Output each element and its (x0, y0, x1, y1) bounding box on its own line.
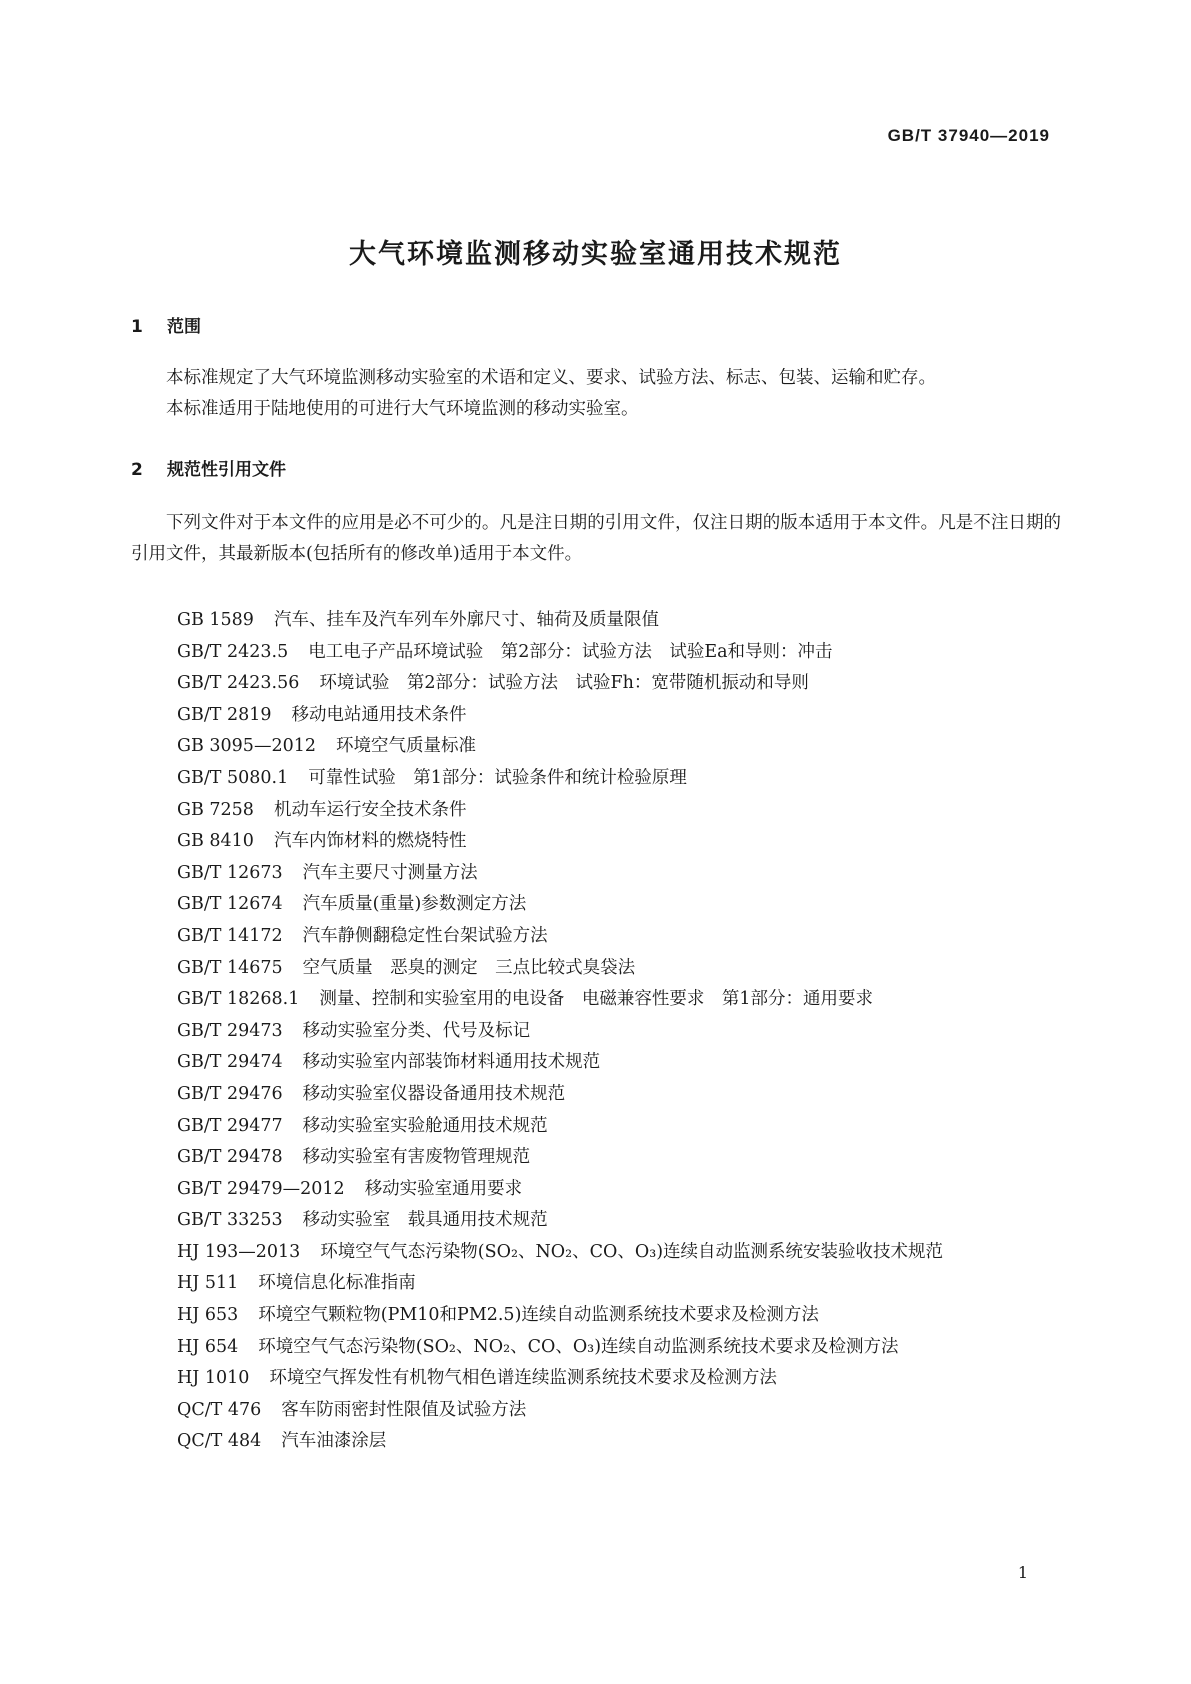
section-1-body (131, 363, 1061, 425)
reference-code: GB/T 29474 (177, 1052, 283, 1073)
reference-code: QC/T 484 (177, 1431, 262, 1452)
section-2-heading (131, 455, 286, 480)
document-title: 大气环境监测移动实验室通用技术规范 (349, 239, 842, 270)
reference-title: 环境空气气态污染物(SO₂、NO₂、CO、O₃)连续自动监测系统安装验收技术规范 (320, 1241, 944, 1262)
reference-title: 移动实验室分类、代号及标记 (302, 1020, 531, 1041)
reference-title: 电工电子产品环境试验 第2部分：试验方法 试验Ea和导则：冲击 (308, 641, 833, 662)
reference-code: GB/T 29479—2012 (177, 1178, 345, 1199)
reference-title: 环境空气质量标准 (335, 736, 476, 757)
reference-title: 汽车静侧翻稳定性台架试验方法 (302, 925, 548, 946)
reference-code: GB/T 2819 (177, 704, 272, 725)
reference-item (177, 1300, 943, 1332)
reference-item (177, 795, 943, 827)
section-2-number: 2 (131, 460, 143, 480)
reference-code: GB/T 14675 (177, 957, 283, 978)
reference-title: 移动实验室 载具通用技术规范 (302, 1210, 548, 1231)
reference-item (177, 1268, 943, 1300)
reference-code: GB/T 29478 (177, 1147, 283, 1168)
reference-code: HJ 654 (177, 1336, 239, 1357)
reference-item (177, 1426, 943, 1458)
reference-code: HJ 193—2013 (177, 1241, 301, 1262)
reference-title: 机动车运行安全技术条件 (273, 799, 467, 820)
reference-title: 汽车油漆涂层 (281, 1431, 387, 1452)
section-2-title: 规范性引用文件 (167, 460, 286, 480)
reference-code: HJ 653 (177, 1305, 239, 1326)
reference-title: 移动实验室实验舱通用技术规范 (302, 1115, 548, 1136)
reference-item (177, 700, 943, 732)
section-1-number: 1 (131, 317, 143, 337)
reference-item (177, 1363, 943, 1395)
reference-title: 环境信息化标准指南 (258, 1273, 416, 1294)
reference-code: GB/T 29473 (177, 1020, 283, 1041)
reference-item (177, 984, 943, 1016)
reference-code: GB/T 18268.1 (177, 989, 300, 1010)
reference-title: 环境空气颗粒物(PM10和PM2.5)连续自动监测系统技术要求及检测方法 (258, 1305, 819, 1326)
reference-title: 汽车主要尺寸测量方法 (302, 862, 478, 883)
reference-item (177, 605, 943, 637)
section-2-intro (131, 508, 1061, 570)
reference-item (177, 953, 943, 985)
reference-title: 移动电站通用技术条件 (291, 704, 467, 725)
reference-code: GB/T 5080.1 (177, 767, 289, 788)
reference-code: QC/T 476 (177, 1399, 262, 1420)
reference-code: GB/T 2423.5 (177, 641, 289, 662)
reference-item (177, 1142, 943, 1174)
page-number: 1 (1017, 1563, 1028, 1582)
reference-code: GB 7258 (177, 799, 254, 820)
reference-title: 移动实验室仪器设备通用技术规范 (302, 1083, 566, 1104)
reference-item (177, 1111, 943, 1143)
scope-paragraph-2: 本标准适用于陆地使用的可进行大气环境监测的移动实验室。 (166, 399, 639, 419)
reference-code: GB 3095—2012 (177, 736, 316, 757)
reference-title: 环境试验 第2部分：试验方法 试验Fh：宽带随机振动和导则 (319, 673, 809, 694)
reference-title: 可靠性试验 第1部分：试验条件和统计检验原理 (308, 767, 687, 788)
standard-code: GB/T 37940—2019 (887, 126, 1050, 145)
reference-title: 移动实验室有害废物管理规范 (302, 1147, 531, 1168)
reference-title: 移动实验室通用要求 (364, 1178, 523, 1199)
reference-item (177, 637, 943, 669)
reference-code: GB/T 29477 (177, 1115, 283, 1136)
reference-item (177, 668, 943, 700)
reference-item (177, 1174, 943, 1206)
reference-code: GB/T 2423.56 (177, 673, 300, 694)
reference-title: 环境空气挥发性有机物气相色谱连续监测系统技术要求及检测方法 (269, 1368, 777, 1389)
reference-title: 客车防雨密封性限值及试验方法 (281, 1399, 527, 1420)
reference-item (177, 858, 943, 890)
reference-item (177, 1237, 943, 1269)
reference-item (177, 1047, 943, 1079)
reference-code: HJ 1010 (177, 1368, 250, 1389)
reference-code: GB/T 12674 (177, 894, 283, 915)
reference-item (177, 921, 943, 953)
reference-title: 空气质量 恶臭的测定 三点比较式臭袋法 (302, 957, 636, 978)
reference-code: GB 1589 (177, 610, 254, 630)
reference-title: 移动实验室内部装饰材料通用技术规范 (302, 1052, 601, 1073)
reference-code: GB/T 14172 (177, 925, 283, 946)
reference-item (177, 731, 943, 763)
scope-paragraph-1: 本标准规定了大气环境监测移动实验室的术语和定义、要求、试验方法、标志、包装、运输和贮存。 (166, 368, 936, 388)
reference-list (177, 605, 943, 1458)
reference-item (177, 763, 943, 795)
reference-code: GB/T 12673 (177, 862, 283, 883)
reference-item (177, 889, 943, 921)
reference-code: GB 8410 (177, 831, 254, 852)
reference-item (177, 1079, 943, 1111)
section-1-title: 范围 (167, 317, 201, 337)
reference-title: 汽车、挂车及汽车列车外廓尺寸、轴荷及质量限值 (273, 610, 659, 630)
reference-item (177, 1016, 943, 1048)
reference-code: GB/T 29476 (177, 1083, 283, 1104)
reference-title: 测量、控制和实验室用的电设备 电磁兼容性要求 第1部分：通用要求 (319, 989, 873, 1010)
normative-intro-paragraph: 下列文件对于本文件的应用是必不可少的。凡是注日期的引用文件，仅注日期的版本适用于本文件。凡是不注日期的引用文件，其最新版本(包括所有的修改单)适用于本文件。 (131, 513, 1061, 564)
reference-item (177, 1395, 943, 1427)
reference-title: 汽车质量(重量)参数测定方法 (302, 894, 527, 915)
reference-item (177, 1332, 943, 1364)
section-1-heading (131, 312, 201, 337)
reference-code: GB/T 33253 (177, 1210, 283, 1231)
reference-code: HJ 511 (177, 1273, 239, 1294)
reference-title: 环境空气气态污染物(SO₂、NO₂、CO、O₃)连续自动监测系统技术要求及检测方法 (258, 1336, 899, 1357)
reference-item (177, 826, 943, 858)
reference-item (177, 1205, 943, 1237)
reference-title: 汽车内饰材料的燃烧特性 (273, 831, 467, 852)
